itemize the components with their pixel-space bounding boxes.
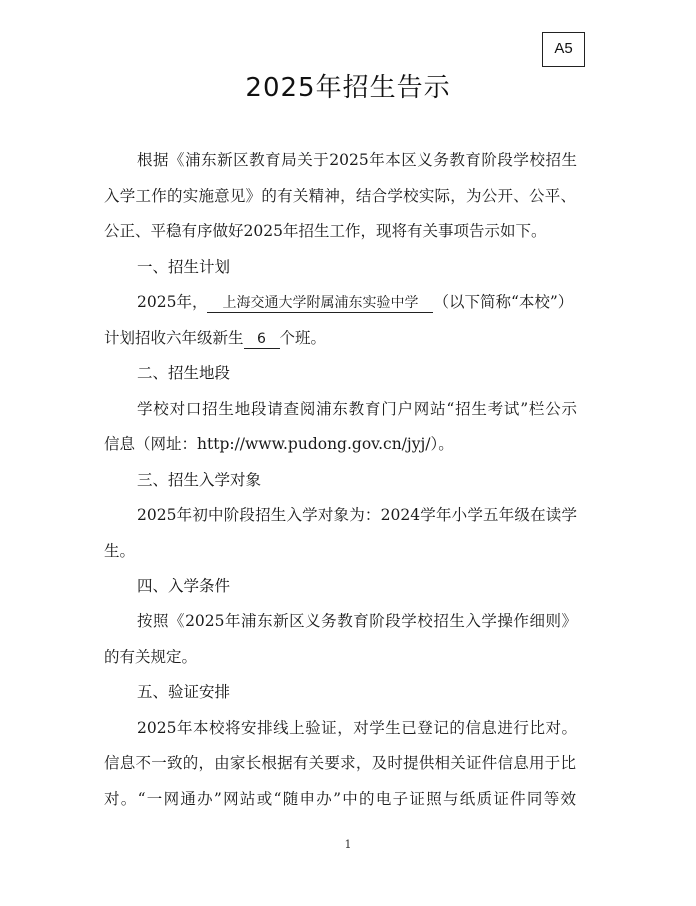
class-count-field: 6 [244, 330, 280, 349]
verification-line-2: 信息不一致的，由家长根据有关要求，及时提供相关证件信息用于比 [104, 754, 576, 772]
plan-line-2 [104, 328, 326, 349]
page-number: 1 [344, 838, 352, 851]
intro-line-3: 公正、平稳有序做好2025年招生工作，现将有关事项告示如下。 [104, 222, 547, 240]
plan-year-prefix: 2025年， [137, 293, 208, 311]
section-heading-verification: 五、验证安排 [137, 683, 231, 701]
plan-abbreviation-note: （以下简称“本校”） [433, 293, 574, 311]
conditions-line-1: 按照《2025年浦东新区义务教育阶段学校招生入学操作细则》 [137, 612, 577, 630]
section-heading-district: 二、招生地段 [137, 364, 231, 382]
plan-line-1 [137, 292, 573, 313]
target-line-2: 生。 [104, 542, 136, 560]
section-heading-plan: 一、招生计划 [137, 258, 231, 276]
intro-line-1: 根据《浦东新区教育局关于2025年本区义务教育阶段学校招生 [137, 151, 577, 169]
intro-line-2: 入学工作的实施意见》的有关精神，结合学校实际，为公开、公平、 [104, 187, 576, 205]
section-heading-target: 三、招生入学对象 [137, 471, 262, 489]
district-line-1: 学校对口招生地段请查阅浦东教育门户网站“招生考试”栏公示 [137, 400, 577, 418]
section-heading-conditions: 四、入学条件 [137, 577, 231, 595]
school-name-field: 上海交通大学附属浦东实验中学 [207, 294, 433, 313]
plan-enroll-prefix: 计划招收六年级新生 [104, 329, 244, 347]
verification-line-1: 2025年本校将安排线上验证，对学生已登记的信息进行比对。 [137, 719, 577, 737]
verification-line-3: 对。“一网通办”网站或“随申办”中的电子证照与纸质证件同等效 [104, 790, 576, 808]
conditions-line-2: 的有关规定。 [104, 648, 198, 666]
target-line-1: 2025年初中阶段招生入学对象为：2024学年小学五年级在读学 [137, 506, 577, 524]
page-title: 2025年招生告示 [245, 73, 451, 103]
district-line-2: 信息（网址：http://www.pudong.gov.cn/jyj/）。 [104, 435, 454, 453]
document-code-badge: A5 [542, 32, 585, 67]
plan-enroll-suffix: 个班。 [279, 329, 327, 347]
